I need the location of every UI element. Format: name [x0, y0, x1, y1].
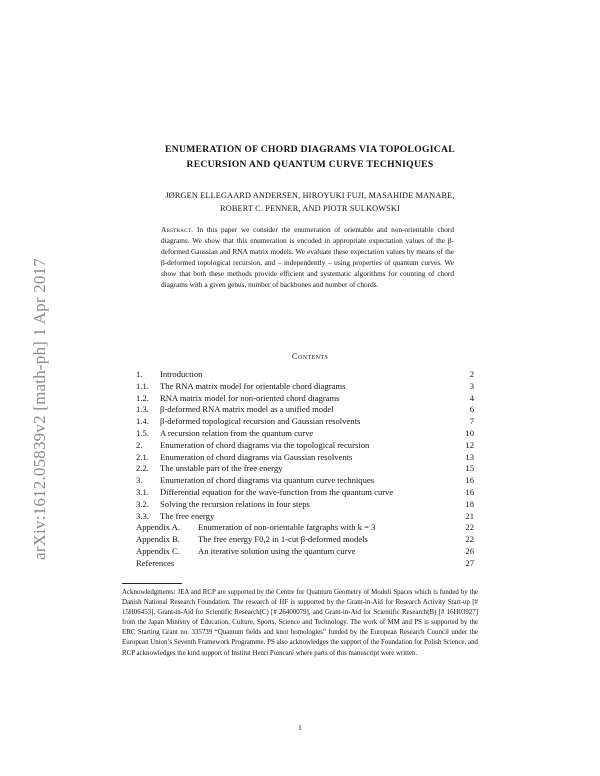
toc-entry-number: 1.1. — [136, 380, 149, 391]
toc-entry-title: A recursion relation from the quantum curve — [160, 427, 314, 438]
toc-entry-page: 16 — [465, 475, 474, 486]
toc-entry-number: 2.1. — [136, 451, 149, 462]
toc-entry-number: Appendix B. — [136, 534, 180, 545]
toc-entry[interactable] — [136, 546, 474, 558]
toc-entry-number: 2.2. — [136, 463, 149, 474]
toc-entry-title: An iterative solution using the quantum curve — [198, 545, 356, 556]
arxiv-identifier-stamp: arXiv:1612.05839v2 [math-ph] 1 Apr 2017 — [30, 258, 49, 560]
toc-entry[interactable] — [136, 440, 474, 452]
toc-entry-title: Enumeration of non-orientable fatgraphs with k = 3 — [198, 522, 376, 533]
toc-entry-title: Differential equation for the wave-function from the quantum curve — [160, 486, 394, 497]
toc-entry-title: The free energy — [160, 510, 215, 521]
toc-entry-number: 2. — [136, 439, 143, 450]
toc-entry-title: The unstable part of the free energy — [160, 463, 283, 474]
toc-entry-number: 1. — [136, 369, 143, 379]
toc-entry-title: The free energy F0,2 in 1-cut β-deformed models — [198, 534, 368, 545]
toc-entry[interactable] — [136, 452, 474, 464]
toc-entry-number: 3. — [136, 475, 143, 486]
toc-entry-page: 21 — [465, 510, 474, 521]
toc-entry[interactable] — [136, 393, 474, 405]
toc-entry-number: 1.2. — [136, 392, 149, 403]
toc-entry-page: 13 — [465, 451, 474, 462]
toc-entry[interactable] — [136, 558, 474, 570]
acknowledgments-footnote: Acknowledgments: JEA and RCP are supported by the Centre for Quantum Geometry of Moduli Spaces which is funded by the Danish National Research Foundation. The research of HF is supported by the Grant-in-Aid for Research Activity Start-up [# 15H06453], Grant-in-Aid for Scientific Research(C) [# 26400079], and Grant-in-Aid for Scientific Research(B) [# 16H03927] from the Japan Ministry of Education, Culture, Sports, Science and Technology. The work of MM and PS is supported by the ERC Starting Grant no. 335739 “Quantum fields and knot homologies” funded by the European Research Council under the European Union’s Seventh Framework Programme. PS also acknowledges the support of the Foundation for Polish Science, and RCP acknowledges the kind support of Institut Henri Poincaré where parts of this manuscript were written. — [122, 589, 478, 657]
toc-entry[interactable] — [136, 416, 474, 428]
abstract-text: In this paper we consider the enumeration of orientable and non-orientable chord diagrams. We show that this enumeration is encoded in appropriate expectation values of the β-deformed Gaussian and RNA matrix models. We evaluate these expectation values by means of the β-deformed topological recursion, and – independently – using properties of quantum curves. We show that both these methods provide efficient and systematic algorithms for counting of chord diagrams with a given genus, number of backbones and number of chords. — [161, 225, 454, 289]
toc-entry-page: 3 — [469, 380, 474, 391]
toc-entry-number: References — [136, 557, 175, 568]
authors-line-1: JØRGEN ELLEGAARD ANDERSEN, HIROYUKI FUJI, MASAHIDE MANABE, — [165, 191, 455, 200]
toc-entry-number: Appendix A. — [136, 522, 180, 533]
toc-entry-title: The RNA matrix model for orientable chord diagrams — [160, 380, 346, 391]
toc-entry-title: β-deformed topological recursion and Gaussian resolvents — [160, 416, 361, 427]
toc-entry-page: 16 — [465, 486, 474, 497]
toc-entry-title: Solving the recursion relations in four steps — [160, 498, 310, 509]
toc-entry-title: Enumeration of chord diagrams via quantum curve techniques — [160, 475, 375, 486]
toc-entry-title: RNA matrix model for non-oriented chord diagrams — [160, 392, 340, 403]
paper-title — [110, 143, 510, 172]
toc-entry[interactable] — [136, 404, 474, 416]
abstract — [161, 225, 454, 290]
toc-entry[interactable] — [136, 511, 474, 523]
toc-entry[interactable] — [136, 487, 474, 499]
footnote-divider — [122, 583, 182, 584]
toc-entry-number: 1.4. — [136, 416, 149, 427]
toc-entry-page: 15 — [465, 463, 474, 474]
toc-entry[interactable] — [136, 499, 474, 511]
toc-entry-number: 1.5. — [136, 427, 149, 438]
toc-entry-page: 10 — [465, 427, 474, 438]
toc-entry[interactable] — [136, 534, 474, 546]
page-number: 1 — [298, 723, 302, 732]
toc-entry-page: 6 — [469, 404, 474, 415]
toc-entry[interactable] — [136, 381, 474, 393]
toc-entry-number: 3.3. — [136, 510, 149, 521]
toc-entry-page: 22 — [465, 534, 474, 545]
toc-entry[interactable] — [136, 522, 474, 534]
toc-entry-title: β-deformed RNA matrix model as a unified model — [160, 404, 334, 415]
toc-entry-number: 1.3. — [136, 404, 149, 415]
table-of-contents — [136, 369, 474, 570]
title-line-1: ENUMERATION OF CHORD DIAGRAMS VIA TOPOLOGICAL — [165, 144, 455, 155]
authors-line-2: ROBERT C. PENNER, AND PIOTR SULKOWSKI — [220, 203, 400, 213]
author-list — [110, 190, 510, 215]
toc-entry-page: 26 — [465, 545, 474, 556]
toc-entry[interactable] — [136, 463, 474, 475]
toc-entry-page: 2 — [469, 369, 474, 379]
title-line-2: RECURSION AND QUANTUM CURVE TECHNIQUES — [186, 158, 434, 170]
toc-entry-page: 22 — [465, 522, 474, 533]
toc-entry[interactable] — [136, 369, 474, 381]
toc-entry[interactable] — [136, 428, 474, 440]
toc-entry[interactable] — [136, 475, 474, 487]
abstract-label: Abstract. — [161, 225, 194, 234]
toc-entry-number: Appendix C. — [136, 545, 180, 556]
toc-entry-number: 3.1. — [136, 486, 149, 497]
toc-entry-title: Enumeration of chord diagrams via the topological recursion — [160, 439, 370, 450]
toc-entry-page: 27 — [465, 557, 474, 568]
toc-entry-page: 7 — [469, 416, 474, 427]
toc-entry-page: 12 — [465, 439, 474, 450]
toc-entry-page: 18 — [465, 498, 474, 509]
toc-entry-title: Enumeration of chord diagrams via Gaussian resolvents — [160, 451, 353, 462]
toc-entry-title: Introduction — [160, 369, 203, 379]
toc-entry-number: 3.2. — [136, 498, 149, 509]
contents-heading: Contents — [291, 351, 329, 361]
toc-entry-page: 4 — [469, 392, 474, 403]
